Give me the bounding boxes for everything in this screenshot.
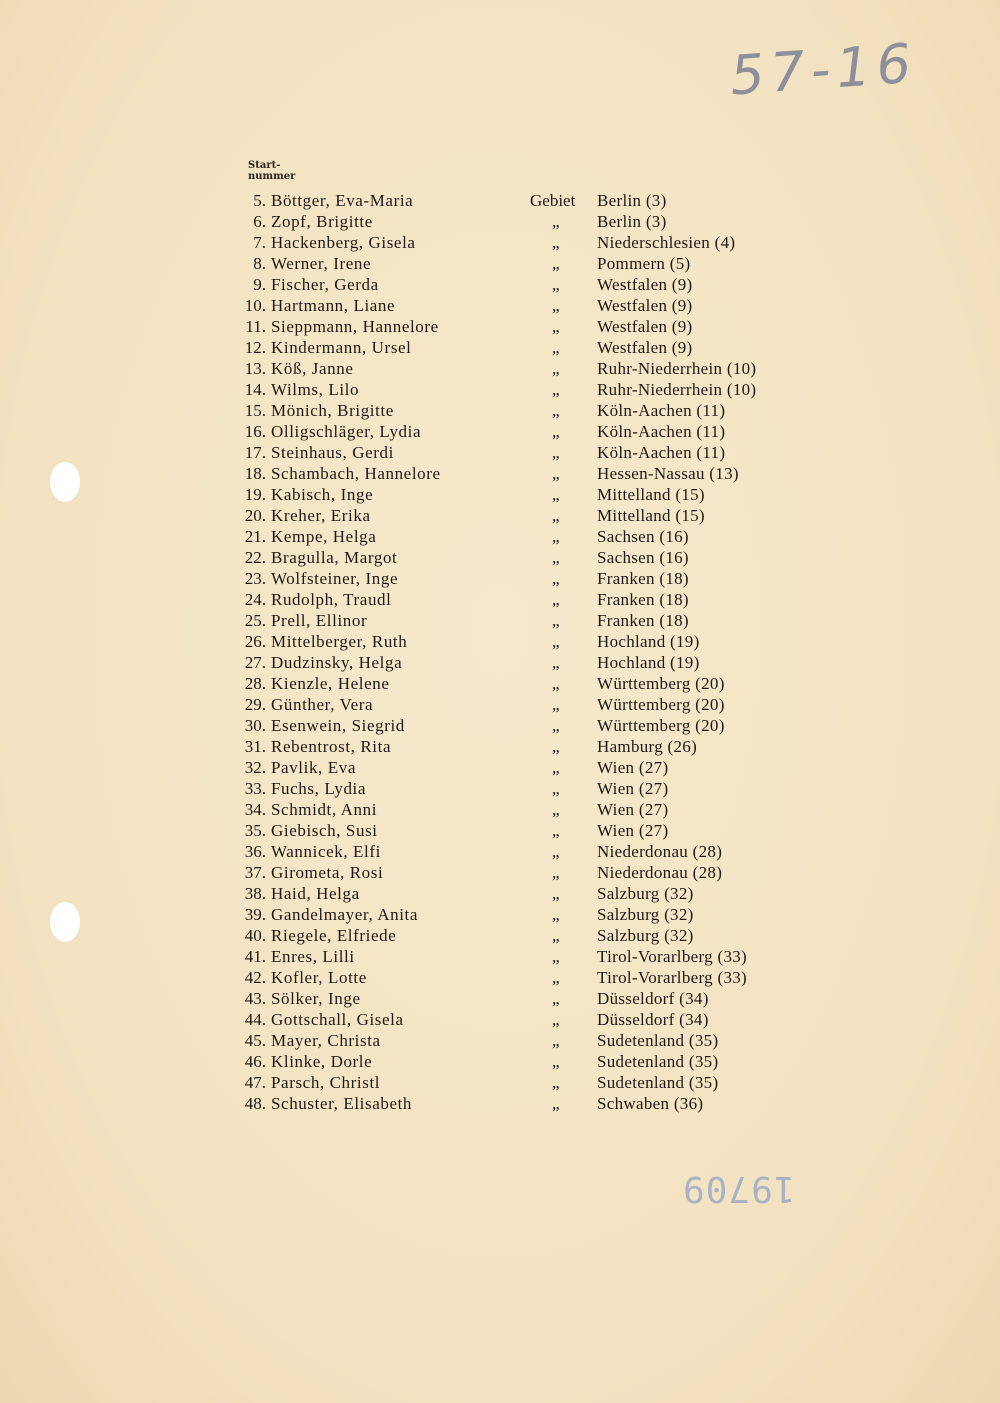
list-item bbox=[0, 379, 1000, 400]
header-label-line1: Start- bbox=[248, 160, 281, 171]
ditto-mark: „ bbox=[552, 380, 560, 399]
participant-name: Kabisch, Inge bbox=[271, 485, 374, 504]
ditto-mark: „ bbox=[552, 527, 560, 546]
region-name: Württemberg (20) bbox=[597, 695, 725, 714]
gebiet-label: Gebiet bbox=[530, 191, 576, 210]
ditto-mark: „ bbox=[552, 611, 560, 630]
list-item bbox=[0, 862, 1000, 883]
participant-name: Haid, Helga bbox=[271, 884, 360, 903]
ditto-mark: „ bbox=[552, 821, 560, 840]
list-item bbox=[0, 610, 1000, 631]
participant-name: Enres, Lilli bbox=[271, 947, 355, 966]
region-name: Franken (18) bbox=[597, 590, 689, 609]
ditto-mark: „ bbox=[552, 338, 560, 357]
ditto-mark: „ bbox=[552, 716, 560, 735]
ditto-mark: „ bbox=[552, 233, 560, 252]
start-number: 32. bbox=[244, 758, 266, 777]
start-number: 11. bbox=[245, 317, 266, 336]
region-name: Westfalen (9) bbox=[597, 317, 693, 336]
participant-name: Mönich, Brigitte bbox=[271, 401, 394, 420]
list-item bbox=[0, 925, 1000, 946]
ditto-mark: „ bbox=[552, 905, 560, 924]
ditto-mark: „ bbox=[552, 863, 560, 882]
start-number: 26. bbox=[244, 632, 266, 651]
list-item bbox=[0, 988, 1000, 1009]
start-number: 34. bbox=[244, 800, 266, 819]
participant-name: Bragulla, Margot bbox=[271, 548, 398, 567]
region-name: Niederschlesien (4) bbox=[597, 233, 736, 252]
list-item bbox=[0, 820, 1000, 841]
region-name: Sudetenland (35) bbox=[597, 1031, 719, 1050]
participant-name: Köß, Janne bbox=[271, 359, 354, 378]
region-name: Sudetenland (35) bbox=[597, 1073, 719, 1092]
participant-name: Steinhaus, Gerdi bbox=[271, 443, 394, 462]
start-number: 19. bbox=[244, 485, 266, 504]
region-name: Wien (27) bbox=[597, 800, 669, 819]
participant-name: Gottschall, Gisela bbox=[271, 1010, 404, 1029]
list-item bbox=[0, 1072, 1000, 1093]
header-label-line2: nummer bbox=[248, 171, 296, 182]
region-name: Westfalen (9) bbox=[597, 338, 693, 357]
region-name: Hamburg (26) bbox=[597, 737, 698, 756]
list-item bbox=[0, 967, 1000, 988]
ditto-mark: „ bbox=[552, 443, 560, 462]
list-item bbox=[0, 547, 1000, 568]
participant-name: Schuster, Elisabeth bbox=[271, 1094, 413, 1113]
list-item bbox=[0, 253, 1000, 274]
ditto-mark: „ bbox=[552, 506, 560, 525]
ditto-mark: „ bbox=[552, 317, 560, 336]
start-number: 8. bbox=[253, 254, 266, 273]
region-name: Salzburg (32) bbox=[597, 926, 694, 945]
start-number: 30. bbox=[244, 716, 266, 735]
participant-name: Günther, Vera bbox=[271, 695, 374, 714]
region-name: Mittelland (15) bbox=[597, 506, 705, 525]
ditto-mark: „ bbox=[552, 653, 560, 672]
ditto-mark: „ bbox=[552, 1094, 560, 1113]
ditto-mark: „ bbox=[552, 632, 560, 651]
list-item bbox=[0, 841, 1000, 862]
start-number: 45. bbox=[244, 1031, 266, 1050]
start-number: 18. bbox=[244, 464, 266, 483]
participant-name: Rudolph, Traudl bbox=[271, 590, 392, 609]
start-number: 9. bbox=[253, 275, 266, 294]
list-item bbox=[0, 757, 1000, 778]
participant-name: Schambach, Hannelore bbox=[271, 464, 441, 483]
list-item bbox=[0, 694, 1000, 715]
region-name: Berlin (3) bbox=[597, 191, 667, 210]
participant-name: Schmidt, Anni bbox=[271, 800, 378, 819]
list-item bbox=[0, 505, 1000, 526]
region-name: Sachsen (16) bbox=[597, 548, 689, 567]
list-item bbox=[0, 1009, 1000, 1030]
region-name: Düsseldorf (34) bbox=[597, 989, 709, 1008]
region-name: Sachsen (16) bbox=[597, 527, 689, 546]
ditto-mark: „ bbox=[552, 569, 560, 588]
participant-name: Esenwein, Siegrid bbox=[271, 716, 405, 735]
participant-name: Girometa, Rosi bbox=[271, 863, 384, 882]
start-number: 36. bbox=[244, 842, 266, 861]
ditto-mark: „ bbox=[552, 485, 560, 504]
list-item bbox=[0, 799, 1000, 820]
region-name: Niederdonau (28) bbox=[597, 863, 723, 882]
ditto-mark: „ bbox=[552, 989, 560, 1008]
handwritten-annotation: 57-16 bbox=[728, 31, 919, 108]
start-number: 46. bbox=[244, 1052, 266, 1071]
region-name: Württemberg (20) bbox=[597, 674, 725, 693]
ditto-mark: „ bbox=[552, 275, 560, 294]
start-number: 48. bbox=[244, 1094, 266, 1113]
participant-name: Olligschläger, Lydia bbox=[271, 422, 422, 441]
region-name: Franken (18) bbox=[597, 569, 689, 588]
participant-name: Rebentrost, Rita bbox=[271, 737, 392, 756]
region-name: Schwaben (36) bbox=[597, 1094, 704, 1113]
participant-name: Mittelberger, Ruth bbox=[271, 632, 408, 651]
region-name: Pommern (5) bbox=[597, 254, 691, 273]
start-number: 23. bbox=[244, 569, 266, 588]
list-item bbox=[0, 295, 1000, 316]
participant-list bbox=[0, 190, 1000, 1114]
participant-name: Kienzle, Helene bbox=[271, 674, 390, 693]
archive-stamp: 19709 bbox=[682, 1168, 796, 1209]
region-name: Mittelland (15) bbox=[597, 485, 705, 504]
ditto-mark: „ bbox=[552, 947, 560, 966]
region-name: Hochland (19) bbox=[597, 632, 700, 651]
start-number: 28. bbox=[244, 674, 266, 693]
participant-name: Kreher, Erika bbox=[271, 506, 371, 525]
participant-name: Gandelmayer, Anita bbox=[271, 905, 419, 924]
region-name: Tirol-Vorarlberg (33) bbox=[597, 968, 748, 987]
region-name: Wien (27) bbox=[597, 779, 669, 798]
start-number: 41. bbox=[244, 947, 266, 966]
start-number: 27. bbox=[244, 653, 266, 672]
start-number: 42. bbox=[244, 968, 266, 987]
list-item bbox=[0, 631, 1000, 652]
participant-name: Wilms, Lilo bbox=[271, 380, 360, 399]
start-number: 35. bbox=[244, 821, 266, 840]
list-item bbox=[0, 274, 1000, 295]
ditto-mark: „ bbox=[552, 758, 560, 777]
start-number: 39. bbox=[244, 905, 266, 924]
region-name: Düsseldorf (34) bbox=[597, 1010, 709, 1029]
start-number: 14. bbox=[244, 380, 266, 399]
participant-name: Klinke, Dorle bbox=[271, 1052, 373, 1071]
participant-name: Böttger, Eva-Maria bbox=[271, 191, 414, 210]
list-item bbox=[0, 652, 1000, 673]
start-number: 15. bbox=[244, 401, 266, 420]
ditto-mark: „ bbox=[552, 800, 560, 819]
ditto-mark: „ bbox=[552, 779, 560, 798]
list-item bbox=[0, 442, 1000, 463]
list-item bbox=[0, 316, 1000, 337]
participant-name: Zopf, Brigitte bbox=[271, 212, 373, 231]
ditto-mark: „ bbox=[552, 884, 560, 903]
start-number: 38. bbox=[244, 884, 266, 903]
participant-name: Werner, Irene bbox=[271, 254, 372, 273]
region-name: Köln-Aachen (11) bbox=[597, 401, 726, 420]
region-name: Salzburg (32) bbox=[597, 884, 694, 903]
start-number: 6. bbox=[253, 212, 266, 231]
participant-name: Kempe, Helga bbox=[271, 527, 377, 546]
list-item bbox=[0, 883, 1000, 904]
start-number: 10. bbox=[244, 296, 266, 315]
start-number: 43. bbox=[244, 989, 266, 1008]
region-name: Westfalen (9) bbox=[597, 275, 693, 294]
list-item bbox=[0, 421, 1000, 442]
start-number: 12. bbox=[244, 338, 266, 357]
start-number: 47. bbox=[244, 1073, 266, 1092]
ditto-mark: „ bbox=[552, 695, 560, 714]
list-item bbox=[0, 484, 1000, 505]
participant-name: Parsch, Christl bbox=[271, 1073, 381, 1092]
region-name: Ruhr-Niederrhein (10) bbox=[597, 359, 757, 378]
list-item bbox=[0, 526, 1000, 547]
list-item bbox=[0, 673, 1000, 694]
participant-name: Giebisch, Susi bbox=[271, 821, 378, 840]
start-number: 5. bbox=[253, 191, 266, 210]
start-number: 13. bbox=[244, 359, 266, 378]
ditto-mark: „ bbox=[552, 359, 560, 378]
participant-name: Riegele, Elfriede bbox=[271, 926, 397, 945]
region-name: Wien (27) bbox=[597, 821, 669, 840]
ditto-mark: „ bbox=[552, 422, 560, 441]
participant-name: Kofler, Lotte bbox=[271, 968, 367, 987]
start-number: 16. bbox=[244, 422, 266, 441]
participant-name: Hartmann, Liane bbox=[271, 296, 396, 315]
participant-name: Fischer, Gerda bbox=[271, 275, 379, 294]
list-item bbox=[0, 211, 1000, 232]
list-item bbox=[0, 946, 1000, 967]
ditto-mark: „ bbox=[552, 296, 560, 315]
region-name: Köln-Aachen (11) bbox=[597, 443, 726, 462]
region-name: Wien (27) bbox=[597, 758, 669, 777]
list-item bbox=[0, 736, 1000, 757]
start-number: 37. bbox=[244, 863, 266, 882]
ditto-mark: „ bbox=[552, 737, 560, 756]
list-item bbox=[0, 400, 1000, 421]
list-item bbox=[0, 358, 1000, 379]
ditto-mark: „ bbox=[552, 590, 560, 609]
ditto-mark: „ bbox=[552, 1052, 560, 1071]
region-name: Tirol-Vorarlberg (33) bbox=[597, 947, 748, 966]
list-item bbox=[0, 568, 1000, 589]
start-number-header bbox=[248, 160, 295, 182]
list-item bbox=[0, 778, 1000, 799]
region-name: Berlin (3) bbox=[597, 212, 667, 231]
start-number: 22. bbox=[244, 548, 266, 567]
ditto-mark: „ bbox=[552, 401, 560, 420]
start-number: 21. bbox=[244, 527, 266, 546]
participant-name: Kindermann, Ursel bbox=[271, 338, 412, 357]
participant-name: Wannicek, Elfi bbox=[271, 842, 381, 861]
start-number: 31. bbox=[244, 737, 266, 756]
participant-name: Prell, Ellinor bbox=[271, 611, 368, 630]
region-name: Salzburg (32) bbox=[597, 905, 694, 924]
ditto-mark: „ bbox=[552, 926, 560, 945]
region-name: Württemberg (20) bbox=[597, 716, 725, 735]
ditto-mark: „ bbox=[552, 254, 560, 273]
participant-name: Fuchs, Lydia bbox=[271, 779, 367, 798]
participant-name: Mayer, Christa bbox=[271, 1031, 381, 1050]
ditto-mark: „ bbox=[552, 1031, 560, 1050]
ditto-mark: „ bbox=[552, 1010, 560, 1029]
start-number: 40. bbox=[244, 926, 266, 945]
list-item bbox=[0, 190, 1000, 211]
participant-name: Hackenberg, Gisela bbox=[271, 233, 416, 252]
region-name: Ruhr-Niederrhein (10) bbox=[597, 380, 757, 399]
start-number: 33. bbox=[244, 779, 266, 798]
region-name: Westfalen (9) bbox=[597, 296, 693, 315]
list-item bbox=[0, 715, 1000, 736]
start-number: 25. bbox=[244, 611, 266, 630]
start-number: 44. bbox=[244, 1010, 266, 1029]
region-name: Köln-Aachen (11) bbox=[597, 422, 726, 441]
start-number: 29. bbox=[244, 695, 266, 714]
ditto-mark: „ bbox=[552, 212, 560, 231]
list-item bbox=[0, 337, 1000, 358]
list-item bbox=[0, 232, 1000, 253]
list-item bbox=[0, 1030, 1000, 1051]
region-name: Hessen-Nassau (13) bbox=[597, 464, 739, 483]
start-number: 17. bbox=[244, 443, 266, 462]
ditto-mark: „ bbox=[552, 842, 560, 861]
ditto-mark: „ bbox=[552, 1073, 560, 1092]
participant-name: Wolfsteiner, Inge bbox=[271, 569, 399, 588]
list-item bbox=[0, 463, 1000, 484]
ditto-mark: „ bbox=[552, 464, 560, 483]
region-name: Sudetenland (35) bbox=[597, 1052, 719, 1071]
list-item bbox=[0, 1093, 1000, 1114]
participant-name: Pavlik, Eva bbox=[271, 758, 356, 777]
ditto-mark: „ bbox=[552, 674, 560, 693]
list-item bbox=[0, 1051, 1000, 1072]
start-number: 24. bbox=[244, 590, 266, 609]
participant-name: Dudzinsky, Helga bbox=[271, 653, 403, 672]
region-name: Franken (18) bbox=[597, 611, 689, 630]
start-number: 20. bbox=[244, 506, 266, 525]
region-name: Hochland (19) bbox=[597, 653, 700, 672]
list-item bbox=[0, 589, 1000, 610]
ditto-mark: „ bbox=[552, 968, 560, 987]
region-name: Niederdonau (28) bbox=[597, 842, 723, 861]
list-item bbox=[0, 904, 1000, 925]
participant-name: Sieppmann, Hannelore bbox=[271, 317, 439, 336]
ditto-mark: „ bbox=[552, 548, 560, 567]
start-number: 7. bbox=[253, 233, 266, 252]
participant-name: Sölker, Inge bbox=[271, 989, 361, 1008]
